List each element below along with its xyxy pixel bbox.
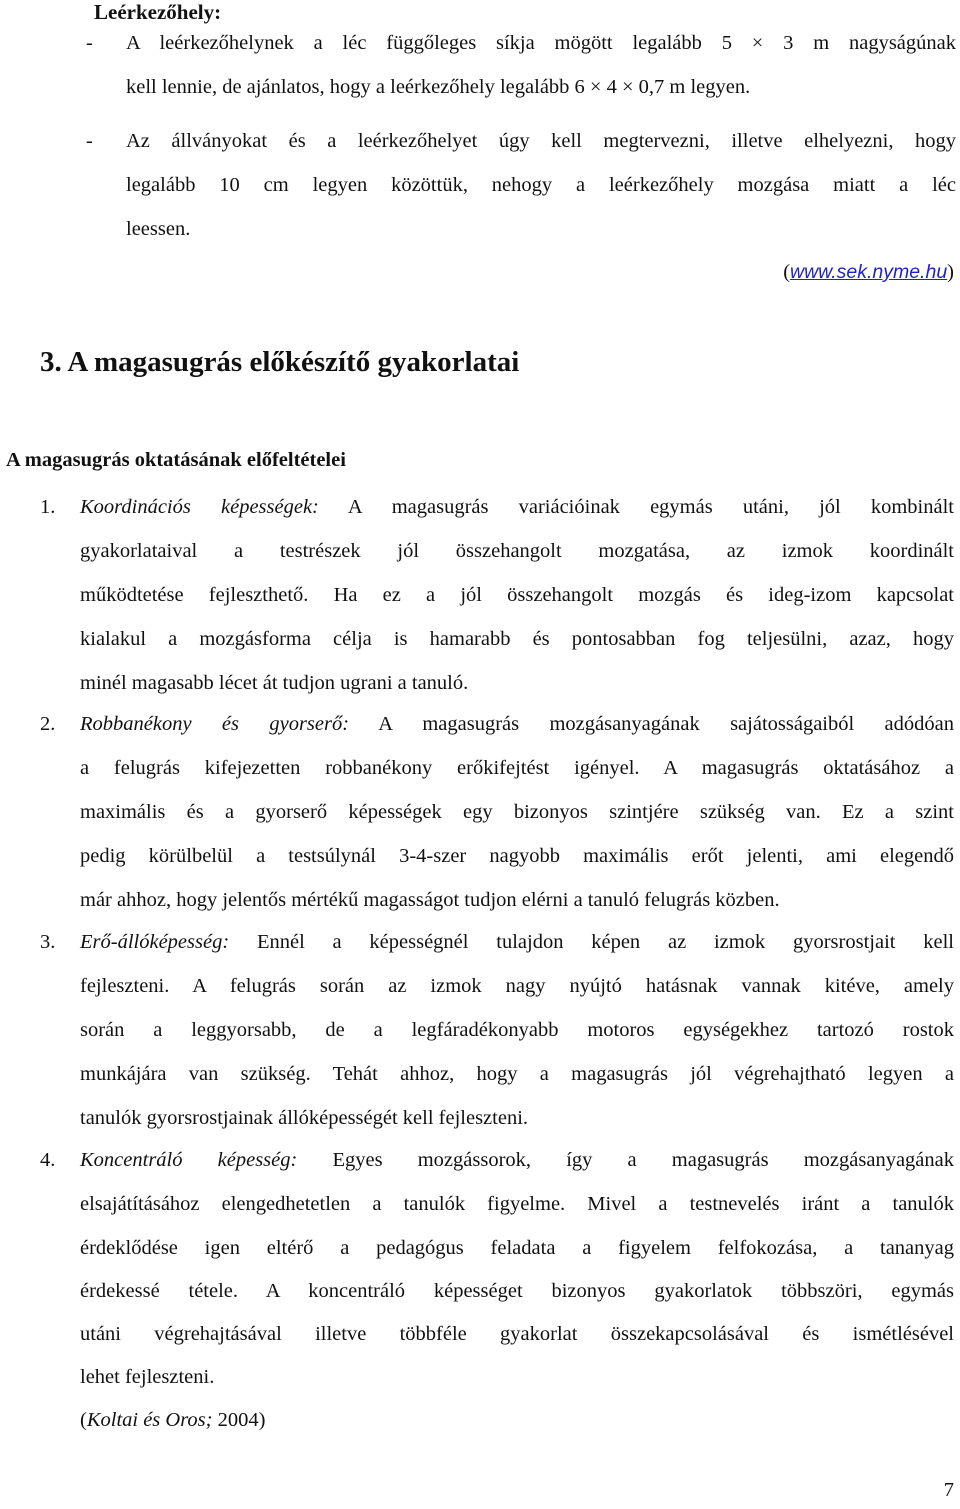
item-4-line-4: érdekessé tétele. A koncentráló képességet bizonyos gyakorlatok többszöri, egymás <box>80 1280 954 1302</box>
item-term: Koordinációs képességek: <box>80 496 319 518</box>
citation: (Koltai és Oros; 2004) <box>80 1409 266 1431</box>
item-3-line-5: tanulók gyorsrostjainak állóképességét kell fejleszteni. <box>80 1107 529 1129</box>
item-number: 4. <box>40 1149 56 1171</box>
item-3-line-3: során a leggyorsabb, de a legfáradékonyabb motoros egységekhez tartozó rostok <box>80 1019 954 1041</box>
item-3-line-4: munkájára van szükség. Tehát ahhoz, hogy a magasugrás jól végrehajtható legyen a <box>80 1063 954 1085</box>
item-number: 1. <box>40 496 56 518</box>
citation-authors: Koltai és Oros; <box>86 1409 213 1431</box>
source-reference: (www.sek.nyme.hu) <box>783 261 954 283</box>
bullet-1-line-2: kell lennie, de ajánlatos, hogy a leérkezőhely legalább 6 × 4 × 0,7 m legyen. <box>126 76 751 98</box>
bullet-dash: - <box>86 32 93 54</box>
item-1-line-1: Koordinációs képességek: A magasugrás variációinak egymás utáni, jól kombinált <box>80 496 954 518</box>
item-number: 3. <box>40 931 56 953</box>
bullet-2-line-1: Az állványokat és a leérkezőhelyet úgy kell megtervezni, illetve elhelyezni, hogy <box>126 130 956 152</box>
item-4-line-2: elsajátításához elengedhetetlen a tanulók figyelme. Mivel a testnevelés iránt a tanulók <box>80 1193 954 1215</box>
item-4-line-3: érdeklődése igen eltérő a pedagógus feladata a figyelem felfokozása, a tananyag <box>80 1237 954 1259</box>
bullet-2-line-2: legalább 10 cm legyen közöttük, nehogy a leérkezőhely mozgása miatt a léc <box>126 174 956 196</box>
subheading: A magasugrás oktatásának előfeltételei <box>6 449 346 471</box>
source-link[interactable]: www.sek.nyme.hu <box>790 261 948 283</box>
bullet-1-line-1: A leérkezőhelynek a léc függőleges síkja mögött legalább 5 × 3 m nagyságúnak <box>126 32 956 54</box>
item-2-line-2: a felugrás kifejezetten robbanékony erőkifejtést igényel. A magasugrás oktatásához a <box>80 757 954 779</box>
chapter-title: 3. A magasugrás előkészítő gyakorlatai <box>40 346 520 378</box>
item-term: Erő-állóképesség: <box>80 931 230 953</box>
item-4-line-1: Koncentráló képesség: Egyes mozgássorok, így a magasugrás mozgásanyagának <box>80 1149 954 1171</box>
item-term: Robbanékony és gyorserő: <box>80 713 350 735</box>
item-2-line-4: pedig körülbelül a testsúlynál 3-4-szer nagyobb maximális erőt jelenti, ami elegendő <box>80 845 954 867</box>
item-1-line-3: működtetése fejleszthető. Ha ez a jól összehangolt mozgás és ideg-izom kapcsolat <box>80 584 954 606</box>
item-1-line-2: gyakorlataival a testrészek jól összehangolt mozgatása, az izmok koordinált <box>80 540 954 562</box>
item-4-line-5: utáni végrehajtásával illetve többféle gyakorlat összekapcsolásával és ismétlésével <box>80 1323 954 1345</box>
item-term: Koncentráló képesség: <box>80 1149 298 1171</box>
item-4-line-6: lehet fejleszteni. <box>80 1366 215 1388</box>
bullet-2-line-3: leessen. <box>126 218 191 240</box>
item-3-line-1: Erő-állóképesség: Ennél a képességnél tulajdon képen az izmok gyorsrostjait kell <box>80 931 954 953</box>
item-3-line-2: fejleszteni. A felugrás során az izmok nagy nyújtó hatásnak vannak kitéve, amely <box>80 975 954 997</box>
item-2-line-1: Robbanékony és gyorserő: A magasugrás mozgásanyagának sajátosságaiból adódóan <box>80 713 954 735</box>
item-2-line-5: már ahhoz, hogy jelentős mértékű magasságot tudjon elérni a tanuló felugrás közben. <box>80 889 780 911</box>
item-1-line-5: minél magasabb lécet át tudjon ugrani a tanuló. <box>80 672 469 694</box>
page-number: 7 <box>943 1479 954 1501</box>
bullet-dash: - <box>86 130 93 152</box>
item-2-line-3: maximális és a gyorserő képességek egy bizonyos szintjére szükség van. Ez a szint <box>80 801 954 823</box>
section-heading: Leérkezőhely: <box>94 0 222 24</box>
item-number: 2. <box>40 713 56 735</box>
item-1-line-4: kialakul a mozgásforma célja is hamarabb és pontosabban fog teljesülni, azaz, hogy <box>80 628 954 650</box>
